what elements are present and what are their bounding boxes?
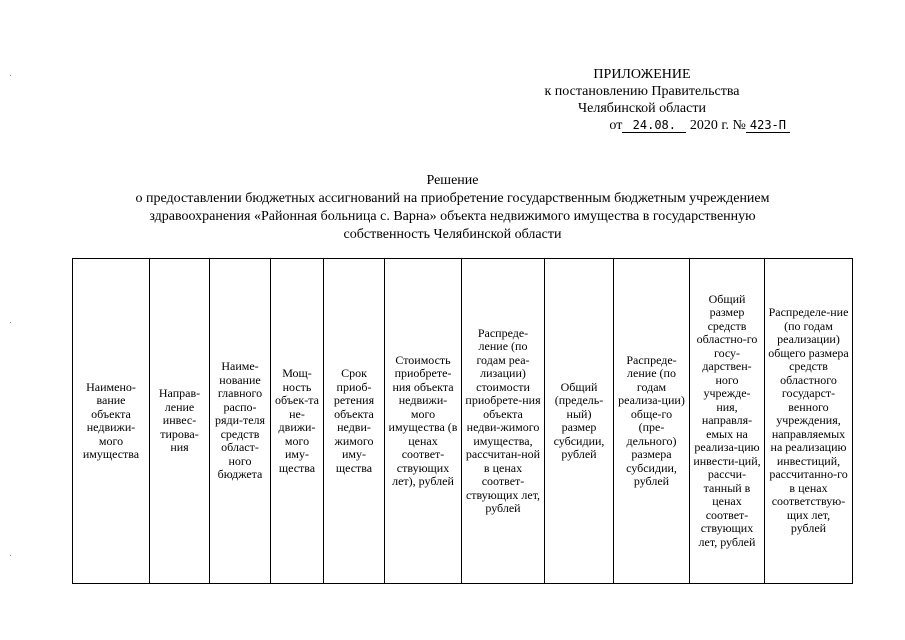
header-cell-institution-funds-total: Общий размер средств областно-го госу-дарствен-ного учрежде-ния, направля-емых на реализа-цию инвести-ций, рассчи-танный в ценах соответ-ствующих лет, рублей [690,259,765,584]
investment-table [72,258,853,584]
appendix-title: ПРИЛОЖЕНИЕ [593,67,691,82]
header-cell-budget-manager: Наиме-нование главного распо-ряди-теля средств област-ного бюджета [210,259,271,584]
appendix-region-line: Челябинской области [578,101,706,116]
year-and-number-label: 2020 г. № [689,118,746,133]
appendix-date-number-line [492,117,792,134]
decision-line-1: о предоставлении бюджетных ассигнований на приобретение государственным бюджетным учреждением [135,191,770,206]
from-prefix: от [609,118,623,133]
appendix-resolution-line: к постановлению Правительства [544,84,740,99]
decision-line-2: здравоохранения «Районная больница с. Варна» объекта недвижимого имущества в государственную [149,209,756,224]
decision-line-3: собственность Челябинской области [343,227,562,242]
table-header-row [73,259,853,584]
header-cell-subsidy-total: Общий (предель-ный) размер субсидии, рублей [545,259,614,584]
scan-speck [10,322,11,323]
resolution-number: 423-П [746,118,790,133]
header-cell-subsidy-distribution: Распреде-ление (по годам реализа-ции) обще-го (пре-дельного) размера субсидии, рублей [614,259,690,584]
decision-title: Решение [426,173,479,188]
header-cell-institution-funds-distribution: Распределе-ние (по годам реализации) общего размера средств областного государст-венного учреждения, направляемых на реализацию инвестиций, рассчитанно-го в ценах соответствую-щих лет, рублей [765,259,853,584]
resolution-date: 24.08. [622,118,686,133]
header-cell-capacity: Мощ-ность объек-та не-движи-мого иму-щества [271,259,324,584]
scan-speck [10,555,11,556]
decision-heading [60,172,845,244]
appendix-block [492,66,792,134]
header-cell-cost-distribution: Распреде-ление (по годам реа-лизации) стоимости приобрете-ния объекта недви-жимого имущества, рассчитан-ной в ценах соответ-ствующих лет, рублей [462,259,545,584]
header-cell-investment-direction: Направ-ление инвес-тирова-ния [150,259,210,584]
scan-speck [10,75,11,76]
header-cell-object-name: Наимено-вание объекта недвижи-мого имущества [73,259,150,584]
header-cell-acquisition-cost: Стоимость приобрете-ния объекта недвижи-мого имущества (в ценах соответ-ствующих лет), рублей [385,259,462,584]
header-cell-acquisition-term: Срок приоб-ретения объекта недви-жимого иму-щества [324,259,385,584]
